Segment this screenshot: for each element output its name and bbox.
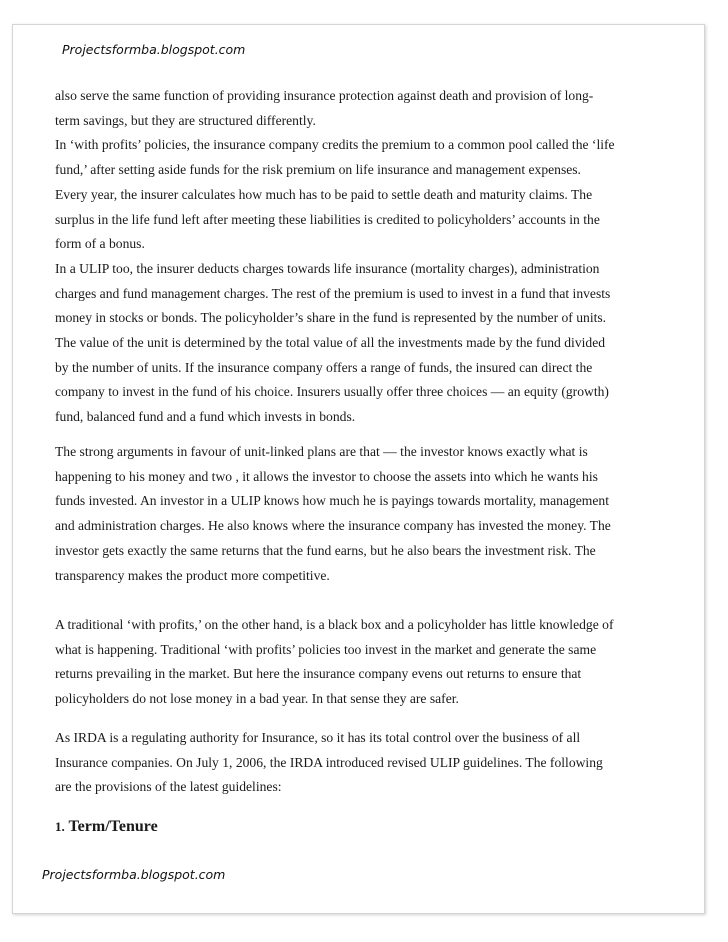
paragraph-traditional-with-profits xyxy=(55,613,655,712)
text-line: The value of the unit is determined by the total value of all the investments made by the fund divided xyxy=(55,335,606,351)
section-heading-number: 1. xyxy=(55,819,65,834)
text-line: In ‘with profits’ policies, the insurance company credits the premium to a common pool called the ‘life xyxy=(55,137,615,153)
paragraph-ulip-overview xyxy=(55,84,655,430)
text-line: As IRDA is a regulating authority for Insurance, so it has its total control over the business of all xyxy=(55,730,581,745)
text-line: policyholders do not lose money in a bad year. In that sense they are safer. xyxy=(55,691,459,707)
paragraph-unit-linked-arguments xyxy=(55,440,655,588)
text-line: In a ULIP too, the insurer deducts charges towards life insurance (mortality charges), administration xyxy=(55,260,600,276)
text-line: charges and fund management charges. The rest of the premium is used to invest in a fund that invests xyxy=(55,285,611,301)
text-line: what is happening. Traditional ‘with profits’ policies too invest in the market and generate the same xyxy=(55,641,597,657)
page-footer: Projectsformba.blogspot.com xyxy=(42,867,226,882)
text-line: A traditional ‘with profits,’ on the other hand, is a black box and a policyholder has little knowledge of xyxy=(55,617,614,632)
text-line: also serve the same function of providing insurance protection against death and provision of long- xyxy=(55,88,594,103)
section-heading-text: Term/Tenure xyxy=(68,818,158,835)
text-line: and administration charges. He also knows where the insurance company has invested the money. The xyxy=(55,518,611,534)
text-line: Insurance companies. On July 1, 2006, the IRDA introduced revised ULIP guidelines. The following xyxy=(55,754,603,770)
text-line: surplus in the life fund left after meeting these liabilities is credited to policyholders’ accounts in the xyxy=(55,211,600,227)
text-line: are the provisions of the latest guidelines: xyxy=(55,779,282,795)
text-line: happening to his money and two , it allows the investor to choose the assets into which he wants his xyxy=(55,468,598,484)
text-line: term savings, but they are structured differently. xyxy=(55,112,316,128)
text-line: investor gets exactly the same returns that the fund earns, but he also bears the investment risk. The xyxy=(55,542,596,558)
paragraph-irda-guidelines xyxy=(55,726,655,800)
text-line: Every year, the insurer calculates how much has to be paid to settle death and maturity claims. The xyxy=(55,186,593,202)
text-line: The strong arguments in favour of unit-linked plans are that — the investor knows exactly what is xyxy=(55,444,588,459)
text-line: money in stocks or bonds. The policyholder’s share in the fund is represented by the number of units. xyxy=(55,310,607,326)
text-line: funds invested. An investor in a ULIP knows how much he is payings towards mortality, management xyxy=(55,493,609,509)
text-line: company to invest in the fund of his choice. Insurers usually offer three choices — an equity (growth) xyxy=(55,384,609,400)
text-line: fund, balanced fund and a fund which invests in bonds. xyxy=(55,409,356,425)
page-header: Projectsformba.blogspot.com xyxy=(62,42,246,57)
text-line: returns prevailing in the market. But here the insurance company evens out returns to ensure that xyxy=(55,666,582,682)
text-line: form of a bonus. xyxy=(55,236,145,252)
text-line: transparency makes the product more competitive. xyxy=(55,567,330,583)
section-heading xyxy=(55,818,158,836)
text-line: fund,’ after setting aside funds for the risk premium on life insurance and management expenses. xyxy=(55,162,581,178)
text-line: by the number of units. If the insurance company offers a range of funds, the insured can direct the xyxy=(55,359,593,375)
